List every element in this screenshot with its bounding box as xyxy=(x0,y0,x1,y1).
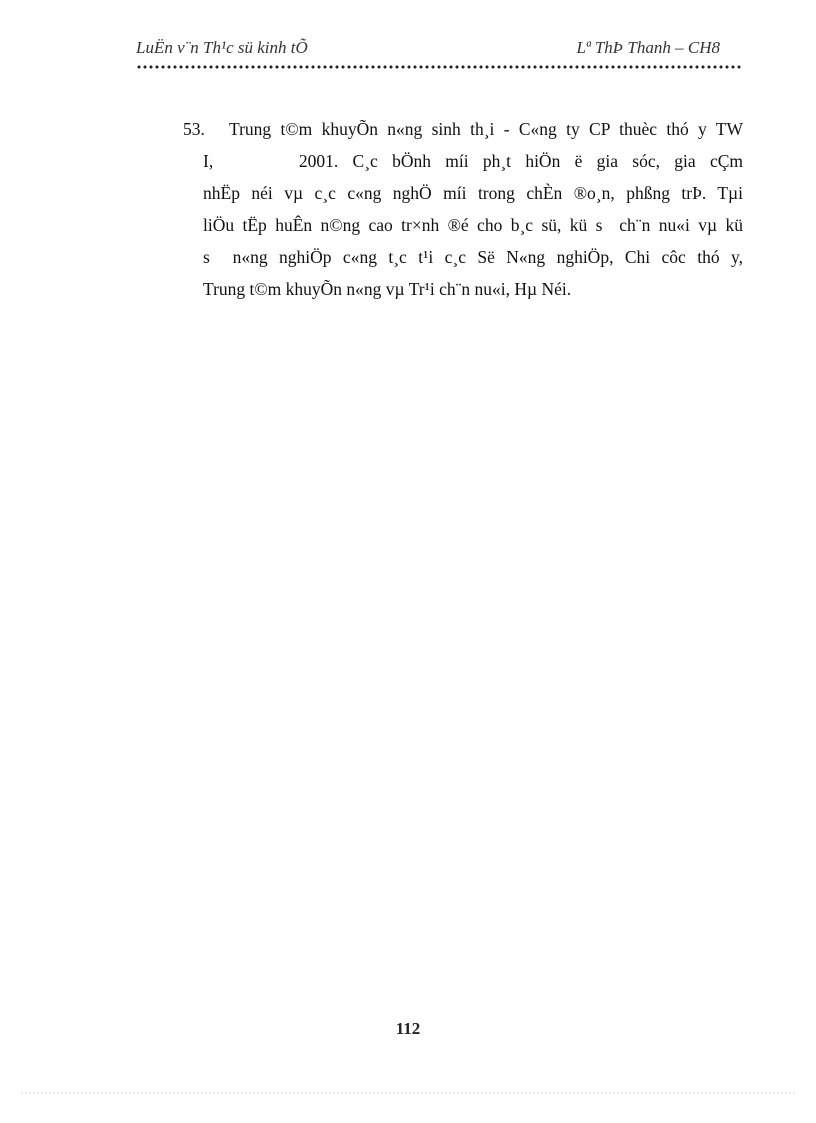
header-thesis-title: LuËn v¨n Th¹c sü kinh tÕ xyxy=(136,38,308,57)
footer-dotted-rule xyxy=(20,1092,796,1094)
reference-line: I, 2001. C¸c bÖnh míi ph¸t hiÖn ë gia sóc, gia cÇm xyxy=(203,151,743,171)
reference-line: liÖu tËp huÊn n©ng cao tr×nh ®é cho b¸c sü, kü s ch¨n nu«i vµ kü xyxy=(203,215,743,235)
reference-entry xyxy=(183,113,743,305)
reference-line: nhËp néi vµ c¸c c«ng nghÖ míi trong chÈn ®o¸n, phßng trÞ. Tµi xyxy=(203,183,743,203)
reference-number: 53. xyxy=(183,119,205,139)
running-header xyxy=(136,38,742,62)
header-dotted-rule xyxy=(136,64,742,70)
reference-line: Trung t©m khuyÕn n«ng vµ Tr¹i ch¨n nu«i, Hµ Néi. xyxy=(203,279,572,299)
header-author: Lª ThÞ Thanh – CH8 xyxy=(576,38,720,57)
reference-line: s n«ng nghiÖp c«ng t¸c t¹i c¸c Së N«ng nghiÖp, Chi côc thó y, xyxy=(203,247,743,267)
page-number: 112 xyxy=(395,1019,421,1038)
reference-line-text: Trung t©m khuyÕn n«ng sinh th¸i - C«ng ty CP thuèc thó y TW xyxy=(229,119,743,139)
reference-line xyxy=(183,113,743,145)
